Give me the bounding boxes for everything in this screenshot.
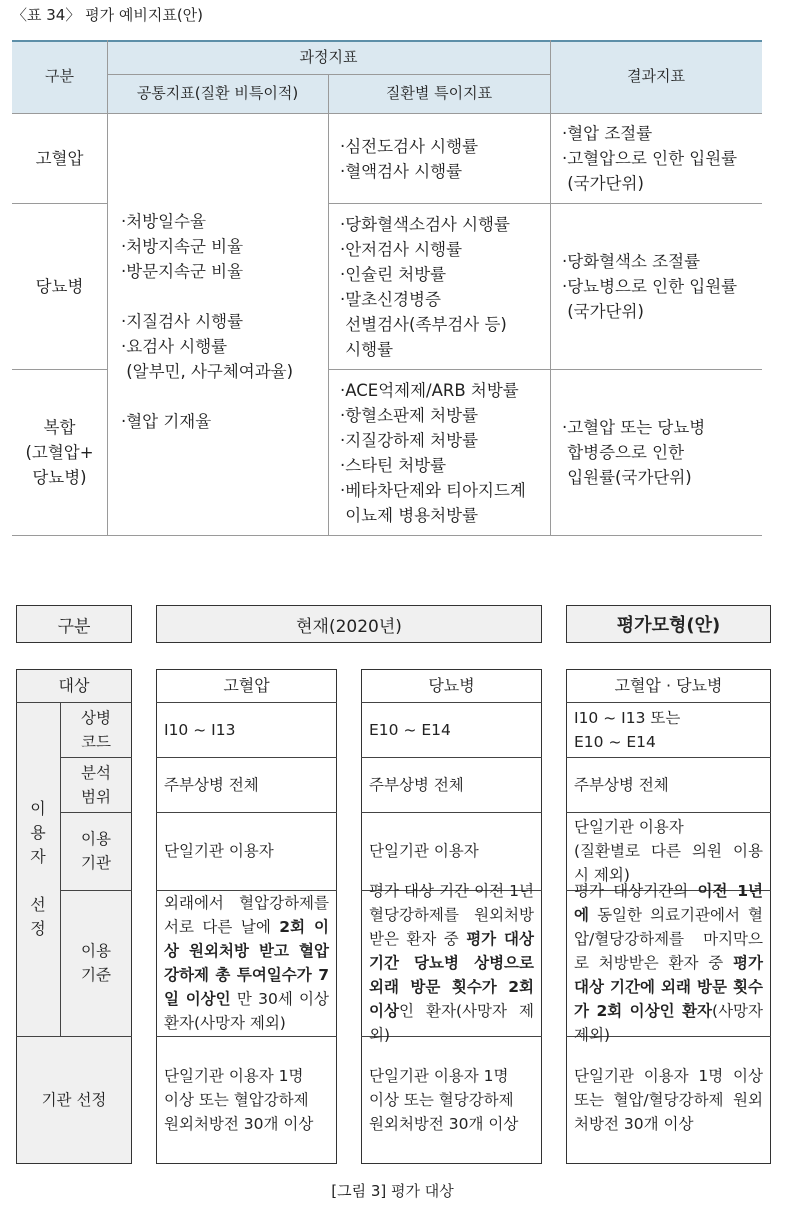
fig-header-model: 평가모형(안)	[566, 605, 771, 643]
combo-result: ·고혈압 또는 당뇨병 합병증으로 인한 입원률(국가단위)	[562, 418, 706, 487]
model-criteria: 평가 대상기간의 이전 1년에 동일한 의료기관에서 혈압/혈당강하제를 마지막으로 처방받은 환자 중 평가 대상 기간에 외래 방문 횟수가 2회 이상인 환자(사망자 제외)	[574, 882, 763, 1044]
figure-caption: [그림 3] 평가 대상	[331, 1182, 454, 1200]
fig-label-user-selection: 이 용 자 선 정	[30, 799, 46, 938]
header-specific: 질환별 특이지표	[385, 84, 493, 102]
fig-label-code: 상병 코드	[81, 708, 111, 751]
fig-label-criteria: 이용 기준	[81, 942, 111, 984]
model-inst-select: 단일기관 이용자 1명 이상 또는 혈압/혈당강하제 원외처방전 30개 이상	[574, 1067, 763, 1133]
model-code: I10 ~ I13 또는 E10 ~ E14	[574, 708, 681, 751]
fig-header-current: 현재(2020년)	[156, 605, 542, 643]
model-header: 고혈압 · 당뇨병	[614, 675, 723, 695]
table-caption: 〈표 34〉 평가 예비지표(안)	[12, 6, 204, 24]
dm-criteria: 평가 대상 기간 이전 1년 혈당강하제를 원외처방 받은 환자 중 평가 대상 기간 당뇨병 상병으로 외래 방문 횟수가 2회 이상인 환자(사망자 제외)	[369, 882, 534, 1044]
row-label-combo: 복합 (고혈압+ 당뇨병)	[25, 418, 94, 487]
htn-inst-select: 단일기관 이용자 1명 이상 또는 혈압강하제 원외처방전 30개 이상	[164, 1067, 314, 1133]
htn-criteria: 외래에서 혈압강하제를 서로 다른 날에 2회 이상 원외처방 받고 혈압강하제 총 투여일수가 7일 이상인 만 30세 이상 환자(사망자 제외)	[164, 894, 329, 1032]
row-label-dm: 당뇨병	[35, 277, 84, 296]
header-process: 과정지표	[299, 47, 358, 66]
fig-header-gubun: 구분	[16, 605, 132, 643]
header-result: 결과지표	[627, 67, 685, 85]
dm-specific: ·당화혈색소검사 시행률 ·안저검사 시행률 ·인슐린 처방률 ·말초신경병증 선별검사(족부검사 등) 시행률	[340, 214, 510, 359]
htn-result: ·혈압 조절률 ·고혈압으로 인한 입원률 (국가단위)	[562, 124, 738, 193]
dm-inst-select: 단일기관 이용자 1명 이상 또는 혈당강하제 원외처방전 30개 이상	[369, 1067, 519, 1133]
dm-scope: 주부상병 전체	[369, 775, 464, 794]
combo-specific: ·ACE억제제/ARB 처방률 ·항혈소판제 처방률 ·지질강하제 처방률 ·스타틴 처방률 ·베타차단제와 티아지드계 이뇨제 병용처방률	[340, 380, 526, 525]
fig-label-scope: 분석 범위	[81, 763, 111, 806]
htn-institution: 단일기관 이용자	[164, 842, 274, 860]
fig-label-institution: 이용 기관	[81, 830, 111, 872]
htn-specific: ·심전도검사 시행률 ·혈액검사 시행률	[340, 136, 479, 181]
fig-label-target: 대상	[58, 675, 90, 695]
header-common: 공통지표(질환 비특이적)	[136, 84, 299, 102]
htn-header: 고혈압	[223, 675, 270, 695]
row-label-htn: 고혈압	[35, 149, 84, 168]
fig-label-inst-select: 기관 선정	[41, 1091, 107, 1109]
header-gubun: 구분	[45, 67, 74, 85]
dm-code: E10 ~ E14	[369, 720, 451, 739]
dm-result: ·당화혈색소 조절률 ·당뇨병으로 인한 입원률 (국가단위)	[562, 252, 738, 321]
htn-scope: 주부상병 전체	[164, 775, 259, 794]
dm-institution: 단일기관 이용자	[369, 842, 479, 860]
htn-code: I10 ~ I13	[164, 720, 236, 739]
dm-header: 당뇨병	[428, 675, 475, 695]
common-indicators: ·처방일수율 ·처방지속군 비율 ·방문지속군 비율 ·지질검사 시행률 ·요검사 시행률 (알부민, 사구체여과율) ·혈압 기재율	[121, 212, 294, 431]
model-institution: 단일기관 이용자 (질환별로 다른 의원 이용 시 제외)	[574, 818, 763, 884]
model-scope: 주부상병 전체	[574, 775, 669, 794]
